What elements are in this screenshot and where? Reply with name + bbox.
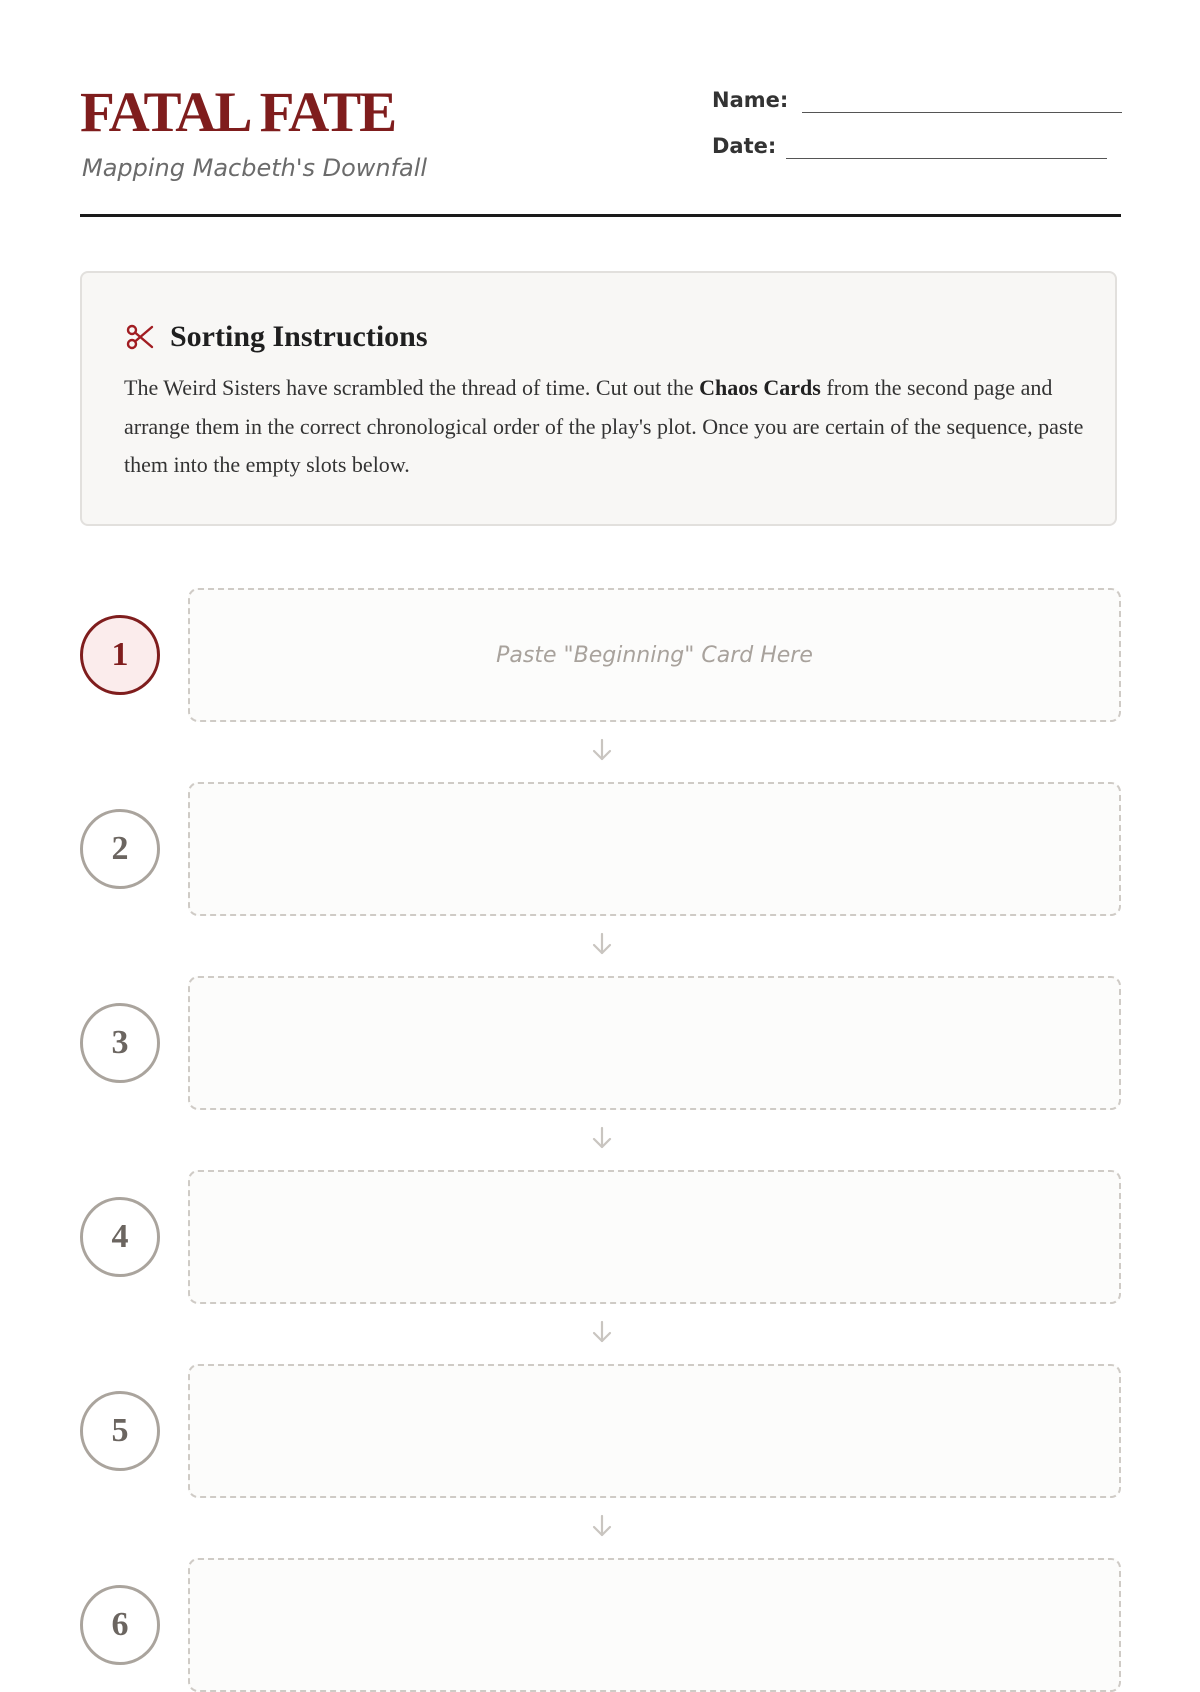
arrow-down-icon: [588, 1512, 616, 1540]
paste-slot-6[interactable]: [188, 1558, 1121, 1692]
instructions-text-part2: from the second page and arrange them in the correct chronological order of the play's plot. Once you are certain of the sequence, paste them into the empty slots below.: [124, 375, 1084, 477]
instructions-heading: [124, 317, 428, 357]
slot-number-6: 6: [80, 1585, 160, 1665]
date-label: Date:: [712, 134, 777, 158]
arrow-down-icon: [588, 1124, 616, 1152]
instructions-box: [80, 271, 1117, 526]
paste-slot-4[interactable]: [188, 1170, 1121, 1304]
paste-slot-1[interactable]: [188, 588, 1121, 722]
page-subtitle: Mapping Macbeth's Downfall: [82, 154, 428, 182]
paste-slot-3[interactable]: [188, 976, 1121, 1110]
slot-row-3: [80, 976, 1121, 1110]
slot-row-4: [80, 1170, 1121, 1304]
slot-row-2: [80, 782, 1121, 916]
arrow-down-icon: [588, 1318, 616, 1346]
header-divider: [80, 214, 1121, 217]
date-field: [712, 130, 1107, 162]
paste-slot-2[interactable]: [188, 782, 1121, 916]
paste-slot-5[interactable]: [188, 1364, 1121, 1498]
slot-placeholder-1: Paste "Beginning" Card Here: [496, 642, 813, 668]
instructions-title: Sorting Instructions: [170, 320, 428, 353]
slot-number-3: 3: [80, 1003, 160, 1083]
name-label: Name:: [712, 88, 789, 112]
page-title: FATAL FATE: [80, 81, 396, 144]
instructions-text: [124, 369, 1084, 485]
slot-number-5: 5: [80, 1391, 160, 1471]
slot-row-6: [80, 1558, 1121, 1643]
name-field: [712, 84, 1122, 116]
slot-row-5: [80, 1364, 1121, 1498]
arrow-down-icon: [588, 736, 616, 764]
instructions-text-part1: The Weird Sisters have scrambled the thread of time. Cut out the: [124, 375, 700, 400]
slot-number-4: 4: [80, 1197, 160, 1277]
arrow-down-icon: [588, 930, 616, 958]
slot-number-2: 2: [80, 809, 160, 889]
chaos-cards-emphasis: Chaos Cards: [699, 375, 821, 400]
slot-row-1: [80, 588, 1121, 722]
slot-number-1: 1: [80, 615, 160, 695]
name-line[interactable]: [802, 112, 1122, 113]
scissors-icon: [124, 321, 156, 353]
date-line[interactable]: [786, 158, 1107, 159]
